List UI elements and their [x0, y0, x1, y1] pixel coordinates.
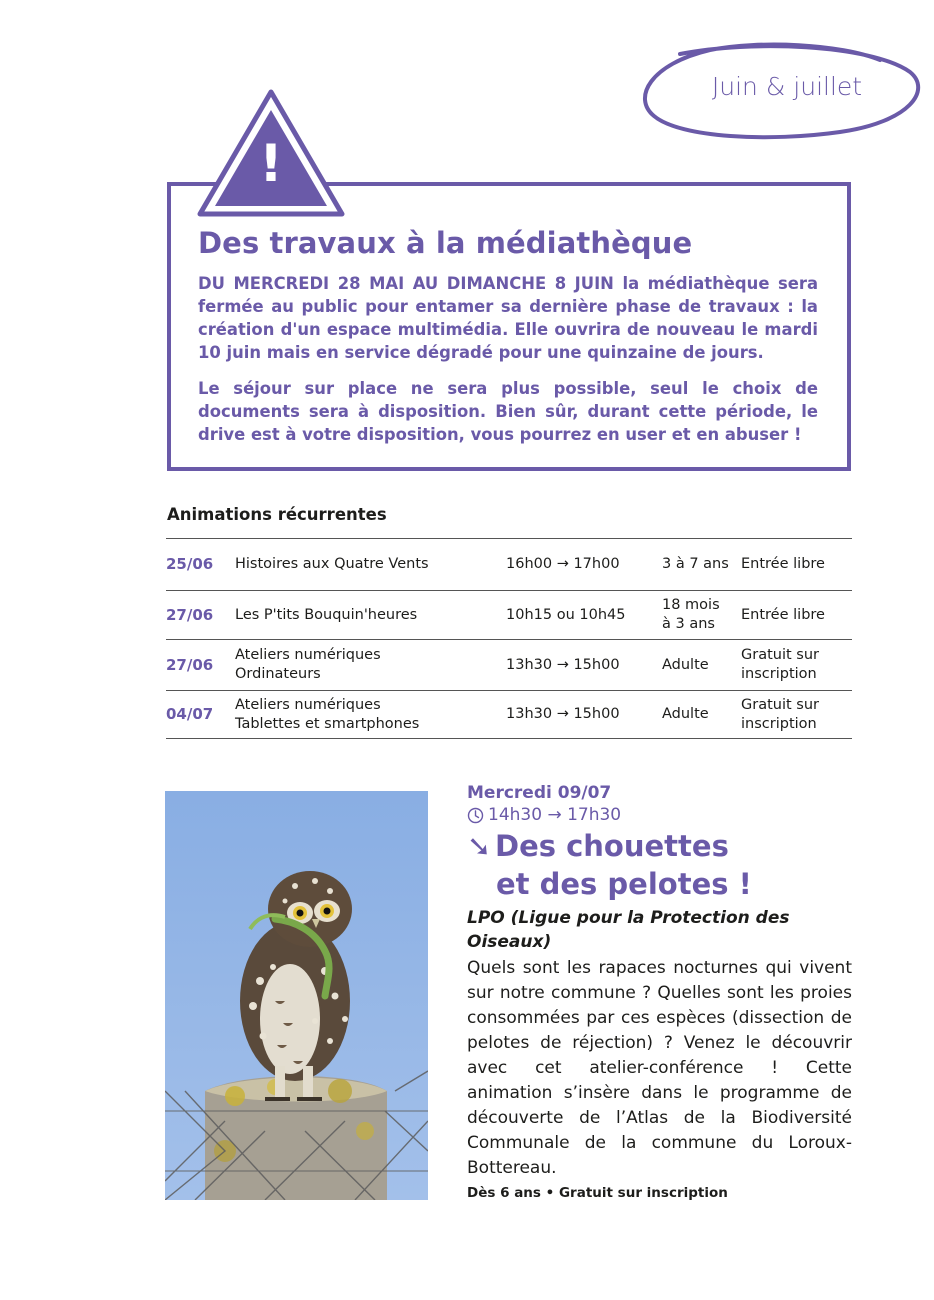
row-date: 25/06 — [166, 555, 214, 573]
notice-dates: DU MERCREDI 28 MAI AU DIMANCHE 8 JUIN — [198, 274, 614, 293]
event-footer: Dès 6 ans • Gratuit sur inscription — [467, 1185, 728, 1201]
notice-title: Des travaux à la médiathèque — [198, 226, 693, 260]
row-time: 13h30 → 15h00 — [506, 706, 620, 722]
row-age: Adulte — [662, 706, 709, 722]
arrow-down-right-icon: ➘ — [467, 829, 492, 863]
notice-paragraph-1 — [198, 272, 818, 364]
row-entry: Gratuit sur inscription — [741, 696, 819, 732]
row-time: 13h30 → 15h00 — [506, 656, 620, 673]
warning-triangle-icon — [196, 88, 346, 218]
event-day: Mercredi 09/07 — [467, 783, 612, 803]
month-label: Juin & juillet — [711, 72, 863, 101]
event-time: 14h30 → 17h30 — [488, 805, 622, 825]
row-title: Ateliers numériques Ordinateurs — [235, 647, 381, 682]
row-date: 27/06 — [166, 655, 214, 674]
row-date: 04/07 — [166, 705, 214, 723]
recurring-title: Animations récurrentes — [167, 505, 387, 524]
recurring-table — [166, 538, 852, 739]
row-time: 16h00 → 17h00 — [506, 556, 620, 572]
row-entry: Entrée libre — [741, 556, 825, 572]
event-title — [467, 827, 857, 903]
notice-paragraph-1-text: la médiathèque sera fermée au public pour entamer sa dernière phase de travaux : la création d'un espace multimédia. Elle ouvrira de nouveau le mardi 10 juin mais en service dégradé pour une quinzaine de jours. — [198, 274, 819, 362]
row-title: Histoires aux Quatre Vents — [235, 556, 429, 572]
row-age: Adulte — [662, 656, 709, 673]
row-entry: Entrée libre — [741, 606, 825, 623]
row-title: Ateliers numériques Tablettes et smartphones — [235, 696, 420, 732]
table-row — [166, 591, 852, 640]
month-badge — [640, 42, 922, 142]
notice-paragraph-2: Le séjour sur place ne sera plus possible, seul le choix de documents sera à disposition. Bien sûr, durant cette période, le drive est à votre disposition, vous pourrez en user et en abuser ! — [198, 379, 818, 444]
event-time-row — [467, 805, 621, 825]
table-row — [166, 640, 852, 691]
table-row — [166, 691, 852, 739]
event-title-line-2: et des pelotes ! — [496, 867, 752, 901]
row-age: 18 mois à 3 ans — [662, 597, 720, 632]
exclamation-mark: ! — [259, 134, 283, 194]
row-title: Les P'tits Bouquin'heures — [235, 606, 418, 623]
row-date: 27/06 — [166, 605, 214, 624]
event-title-line-1: Des chouettes — [495, 829, 729, 863]
clock-icon — [467, 807, 484, 824]
row-age: 3 à 7 ans — [662, 556, 729, 572]
row-entry: Gratuit sur inscription — [741, 647, 819, 682]
row-time: 10h15 ou 10h45 — [506, 606, 626, 623]
owl-photo — [165, 791, 428, 1200]
table-row — [166, 539, 852, 591]
event-organizer: LPO (Ligue pour la Protection des Oiseaux) — [467, 908, 790, 952]
event-description: Quels sont les rapaces nocturnes qui vivent sur notre commune ? Quelles sont les proies consommées par ces espèces (dissection de pelotes de réjection) ? Venez le découvrir avec cet atelier-conférence ! Cette animation s’insère dans le programme de découverte de l’Atlas de la Biodiversité Communale de la commune du Loroux-Bottereau. — [467, 958, 852, 1178]
